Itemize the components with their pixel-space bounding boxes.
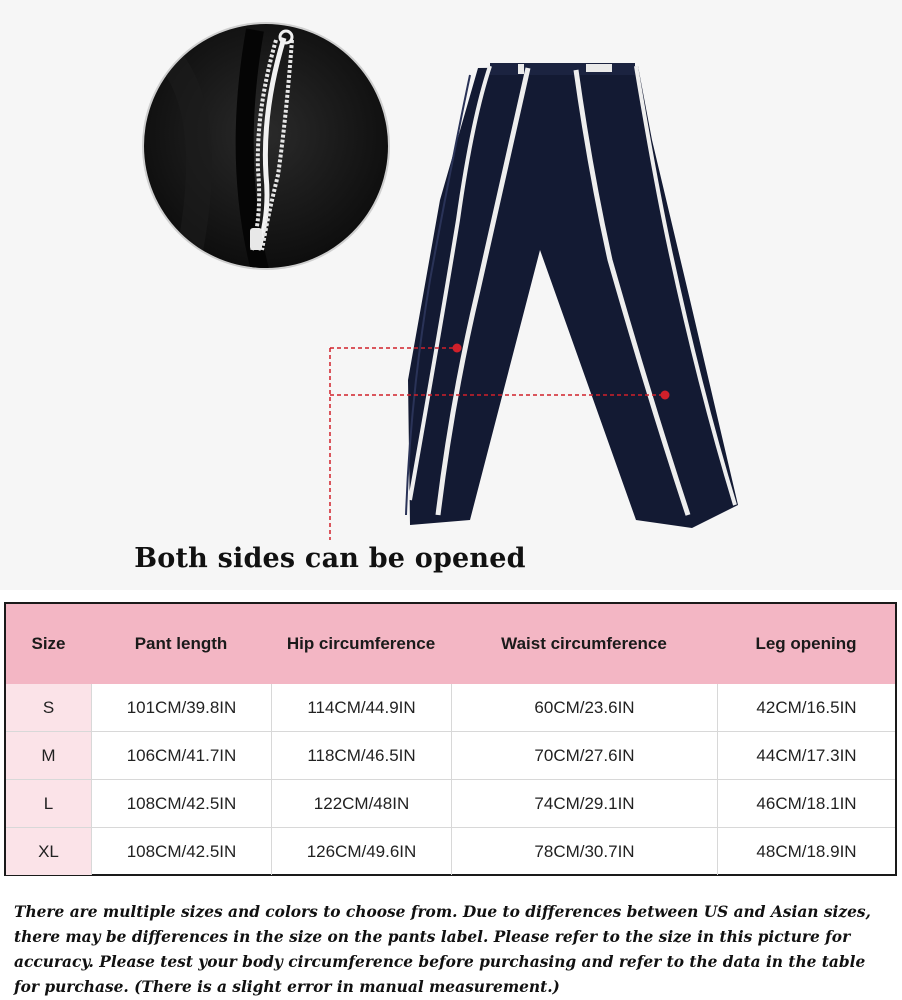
pant-length-cell: 108CM/42.5IN xyxy=(91,827,271,875)
pant-length-cell: 106CM/41.7IN xyxy=(91,731,271,779)
table-row xyxy=(6,731,895,779)
table-row xyxy=(6,779,895,827)
header-size: Size xyxy=(6,604,91,684)
waist-cell: 78CM/30.7IN xyxy=(451,827,717,875)
hip-cell: 114CM/44.9IN xyxy=(271,684,451,731)
waist-cell: 70CM/27.6IN xyxy=(451,731,717,779)
hip-cell: 118CM/46.5IN xyxy=(271,731,451,779)
leg-opening-cell: 44CM/17.3IN xyxy=(717,731,895,779)
pant-length-cell: 108CM/42.5IN xyxy=(91,779,271,827)
table-row xyxy=(6,684,895,731)
waist-cell: 74CM/29.1IN xyxy=(451,779,717,827)
size-chart xyxy=(4,602,897,876)
waist-cell: 60CM/23.6IN xyxy=(451,684,717,731)
size-cell: M xyxy=(6,731,91,779)
hip-cell: 126CM/49.6IN xyxy=(271,827,451,875)
zipper-closeup xyxy=(142,22,390,270)
size-table xyxy=(6,604,895,875)
header-row xyxy=(6,604,895,684)
size-cell: L xyxy=(6,779,91,827)
table-row xyxy=(6,827,895,875)
leg-opening-cell: 42CM/16.5IN xyxy=(717,684,895,731)
leg-opening-cell: 46CM/18.1IN xyxy=(717,779,895,827)
header-waist: Waist circumference xyxy=(451,604,717,684)
header-hip: Hip circumference xyxy=(271,604,451,684)
header-pant-length: Pant length xyxy=(91,604,271,684)
size-cell: XL xyxy=(6,827,91,875)
header-leg-opening: Leg opening xyxy=(717,604,895,684)
size-cell: S xyxy=(6,684,91,731)
caption: Both sides can be opened xyxy=(134,543,526,574)
size-note: There are multiple sizes and colors to choose from. Due to differences between US and Asian sizes, there may be differences in the size on the pants label. Please refer to the size in this picture for accuracy. Please test your body circumference before purchasing and refer to the data in the table for purchase. (There is a slight error in manual measurement.) xyxy=(14,903,871,996)
leg-opening-cell: 48CM/18.9IN xyxy=(717,827,895,875)
hip-cell: 122CM/48IN xyxy=(271,779,451,827)
pants-shape xyxy=(406,63,738,528)
pant-length-cell: 101CM/39.8IN xyxy=(91,684,271,731)
